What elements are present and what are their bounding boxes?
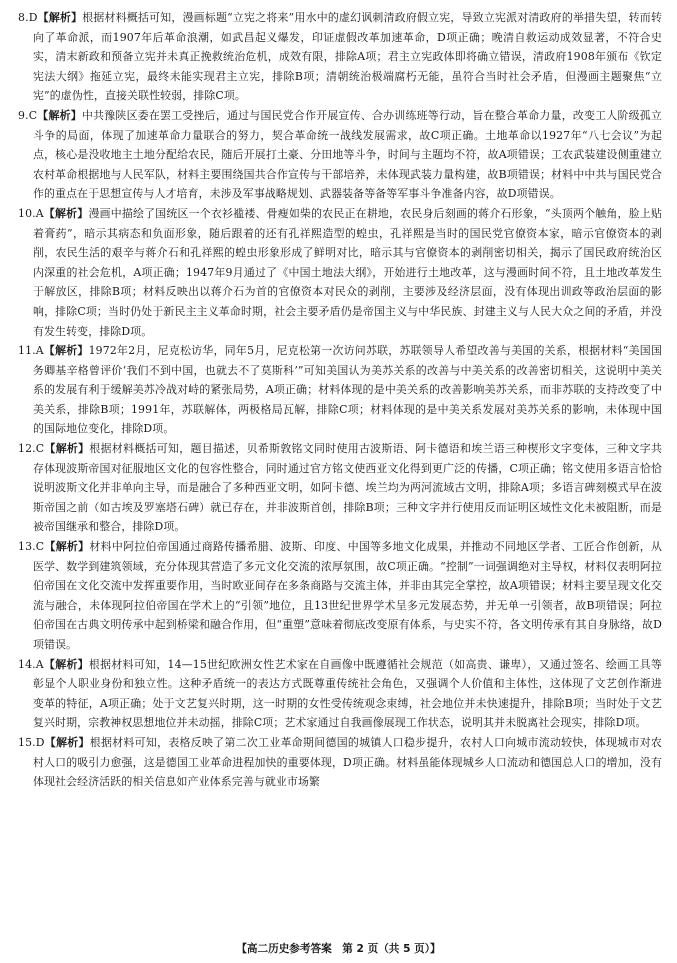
analysis-text: 中共豫陕区委在罢工受挫后，通过与国民党合作开展宣传、合办训练班等行动，旨在整合革命力量，改变工人阶级孤立斗争的局面，体现了加速革命力量联合的努力，契合革命统一战线发展需求，故C项正确。土地革命以1927年“八七会议”为起点，核心是没收地主土地分配给农民，随后开展打土豪、分田地等斗争，时间与主题均不符，故A项错误；工农武装建设侧重建立农村革命根据地与人民军队，材料主要围绕国共合作宣传与干部培养，未体现武装力量构建，故B项错误；材料中中共与国民党合作的重点在于思想宣传与人才培育，未涉及军事战略规划、武器装备等备等军事斗争准备内容，故D项错误。 xyxy=(33,108,662,201)
analysis-text: 漫画中描绘了国统区一个衣衫褴褛、骨瘦如柴的农民正在耕地，农民身后刻画的蒋介石形象，“头顶两个触角，脸上贴着膏药”，暗示其病态和负面形象，随后跟着的还有孔祥熙造型的蝗虫，孔祥熙是当时的国民党官僚资本家，暗示官僚资本的剥削，农民生活的艰辛与蒋介石和孔祥熙的蝗虫形象形成了鲜明对比，暗示其与官僚资本的剥削密切相关，揭示了国民政府统治区内深重的社会危机，A项正确；1947年9月通过了《中国土地法大纲》，开始进行土地改革，这与漫画时间不符，且土地改革发生于解放区，排除B项；材料反映出以蒋介石为首的官僚资本对民众的剥削，主要涉及经济层面，没有体现出训政等政治层面的影响，排除C项；当时仍处于新民主主义革命时期，社会主要矛盾仍是帝国主义与中华民族、封建主义与人民大众之间的矛盾，并没有发生转变，排除D项。 xyxy=(33,206,662,338)
item-number: 10. xyxy=(18,206,36,220)
analysis-text: 1972年2月，尼克松访华，同年5月，尼克松第一次访问苏联，苏联领导人希望改善与美国的关系，根据材料“美国国务卿基辛格曾评价‘我们不到中国，也就去不了莫斯科’”可知美国认为美苏关系的改善与中美关系的改善密切相关，这说明中美关系的发展有利于缓解美苏冷战对峙的紧张局势，A项正确；材料体现的是中美关系的改善影响美苏关系，而非苏联的支持改变了中美关系，排除B项；1991年，苏联解体，两极格局瓦解，排除C项；材料体现的是中美关系发展对美苏关系的影响，未体现中国的国际地位变化，排除D项。 xyxy=(33,344,662,436)
item-choice: A xyxy=(35,206,44,220)
page-footer: 【高二历史参考答案 第 2 页（共 5 页）】 xyxy=(236,943,441,955)
item-choice: C xyxy=(35,540,45,554)
item-choice: A xyxy=(35,344,44,358)
answer-item-10 xyxy=(18,204,662,341)
item-number: 13. xyxy=(18,540,36,554)
analysis-tag: 【解析】 xyxy=(44,735,90,749)
answer-page xyxy=(18,8,662,792)
analysis-tag: 【解析】 xyxy=(43,344,89,358)
answer-item-8 xyxy=(18,8,662,106)
item-number: 15. xyxy=(18,735,36,749)
analysis-tag: 【解析】 xyxy=(44,540,90,554)
analysis-text: 根据材料可知，14—15世纪欧洲女性艺术家在自画像中既遵循社会规范（如高贵、谦卑），又通过签名、绘画工具等彰显个人职业身份和独立性。这种矛盾统一的表达方式既尊重传统社会角色，又强调个人价值和主体性，这体现了文艺创作渐进变革的特征，A项正确；处于文艺复兴时期，这一时期的女性受传统观念束缚，社会地位并未快速提升，排除B项；当时处于文艺复兴时期，宗教神权思想地位并未动摇，排除C项；艺术家通过自我画像展现工作状态，说明其并未脱离社会现实，排除D项。 xyxy=(33,657,662,730)
answer-item-15 xyxy=(18,733,662,792)
answer-item-11 xyxy=(18,341,662,439)
analysis-tag: 【解析】 xyxy=(37,108,82,122)
analysis-tag: 【解析】 xyxy=(43,206,89,220)
item-number: 12. xyxy=(18,442,36,456)
item-choice: A xyxy=(35,657,44,671)
item-choice: C xyxy=(28,108,38,122)
item-number: 9. xyxy=(18,108,29,122)
answer-item-9 xyxy=(18,106,662,204)
answer-item-14 xyxy=(18,655,662,733)
analysis-tag: 【解析】 xyxy=(44,442,90,456)
item-number: 11. xyxy=(18,344,36,358)
item-choice: D xyxy=(35,735,45,749)
analysis-text: 根据材料概括可知，漫画标题“立宪之将来”用水中的虚幻讽刺清政府假立宪，导致立宪派对清政府的举措失望，转而转向了革命派，而1907年后革命浪潮，如武昌起义爆发，印证虚假改革加速革命，D项正确；晚清自救运动成效显著，不符合史实，清末新政和预备立宪并未真正挽救统治危机，成效有限，排除A项；君主立宪政体即将确立错误，清政府1908年颁布《钦定宪法大纲》拖延立宪，最终未能实现君主立宪，排除B项；清朝统治极端腐朽无能，虽符合当时社会矛盾，但漫画主题聚焦“立宪”的虚伪性，直接关联性较弱，排除C项。 xyxy=(33,11,662,103)
analysis-tag: 【解析】 xyxy=(43,657,89,671)
item-choice: D xyxy=(28,11,38,24)
item-number: 14. xyxy=(18,657,36,671)
item-choice: C xyxy=(35,442,45,456)
analysis-tag: 【解析】 xyxy=(37,11,83,24)
analysis-text: 根据材料可知，表格反映了第二次工业革命期间德国的城镇人口稳步提升，农村人口向城市流动较快，体现城市对农村人口的吸引力愈强，这是德国工业革命进程加快的重要体现，D项正确。材料虽能体现城乡人口流动和德国总人口的增加，没有体现社会经济活跃的相关信息如产业体系完善与就业市场繁 xyxy=(33,735,663,789)
answer-item-12 xyxy=(18,439,662,537)
answer-item-13 xyxy=(18,537,662,655)
item-number: 8. xyxy=(18,11,29,24)
analysis-text: 材料中阿拉伯帝国通过商路传播希腊、波斯、印度、中国等多地文化成果，并推动不同地区学者、工匠合作创新，从医学、数学到建筑领域，充分体现其营造了多元文化交流的浓厚氛围，故C项正确。“控制”一词强调绝对主导权，材料仅表明阿拉伯帝国在文化交流中发挥重要作用，当时欧亚间存在多条商路与交流主体，并非由其完全掌控，故A项错误；材料主要呈现文化交流与融合，未体现阿拉伯帝国在学术上的“引领”地位，且13世纪世界学术呈多元发展态势，并无单一引领者，故B项错误；阿拉伯帝国在古典文明传承中起到桥梁和融合作用，但“重塑”意味着彻底改变原有体系，与史实不符，各文明传承有其自身脉络，故D项错误。 xyxy=(33,540,662,651)
analysis-text: 根据材料概括可知，题目描述，贝希斯敦铭文同时使用古波斯语、阿卡德语和埃兰语三种楔形文字变体，三种文字共存体现波斯帝国对征服地区文化的包容性整合，同时通过官方铭文使西亚文化得到更广泛的传播，C项正确；铭文使用多语言恰恰说明波斯文化并非单向主导，而是融合了多种西亚文明，如阿卡德、埃兰均为两河流域古文明，排除A项；多语言碑刻模式早在波斯帝国之前（如古埃及罗塞塔石碑）就已存在，并非波斯首创，排除B项；三种文字并行使用反而证明区域性文化未被阻断，而是被帝国继承和整合，排除D项。 xyxy=(33,442,662,534)
